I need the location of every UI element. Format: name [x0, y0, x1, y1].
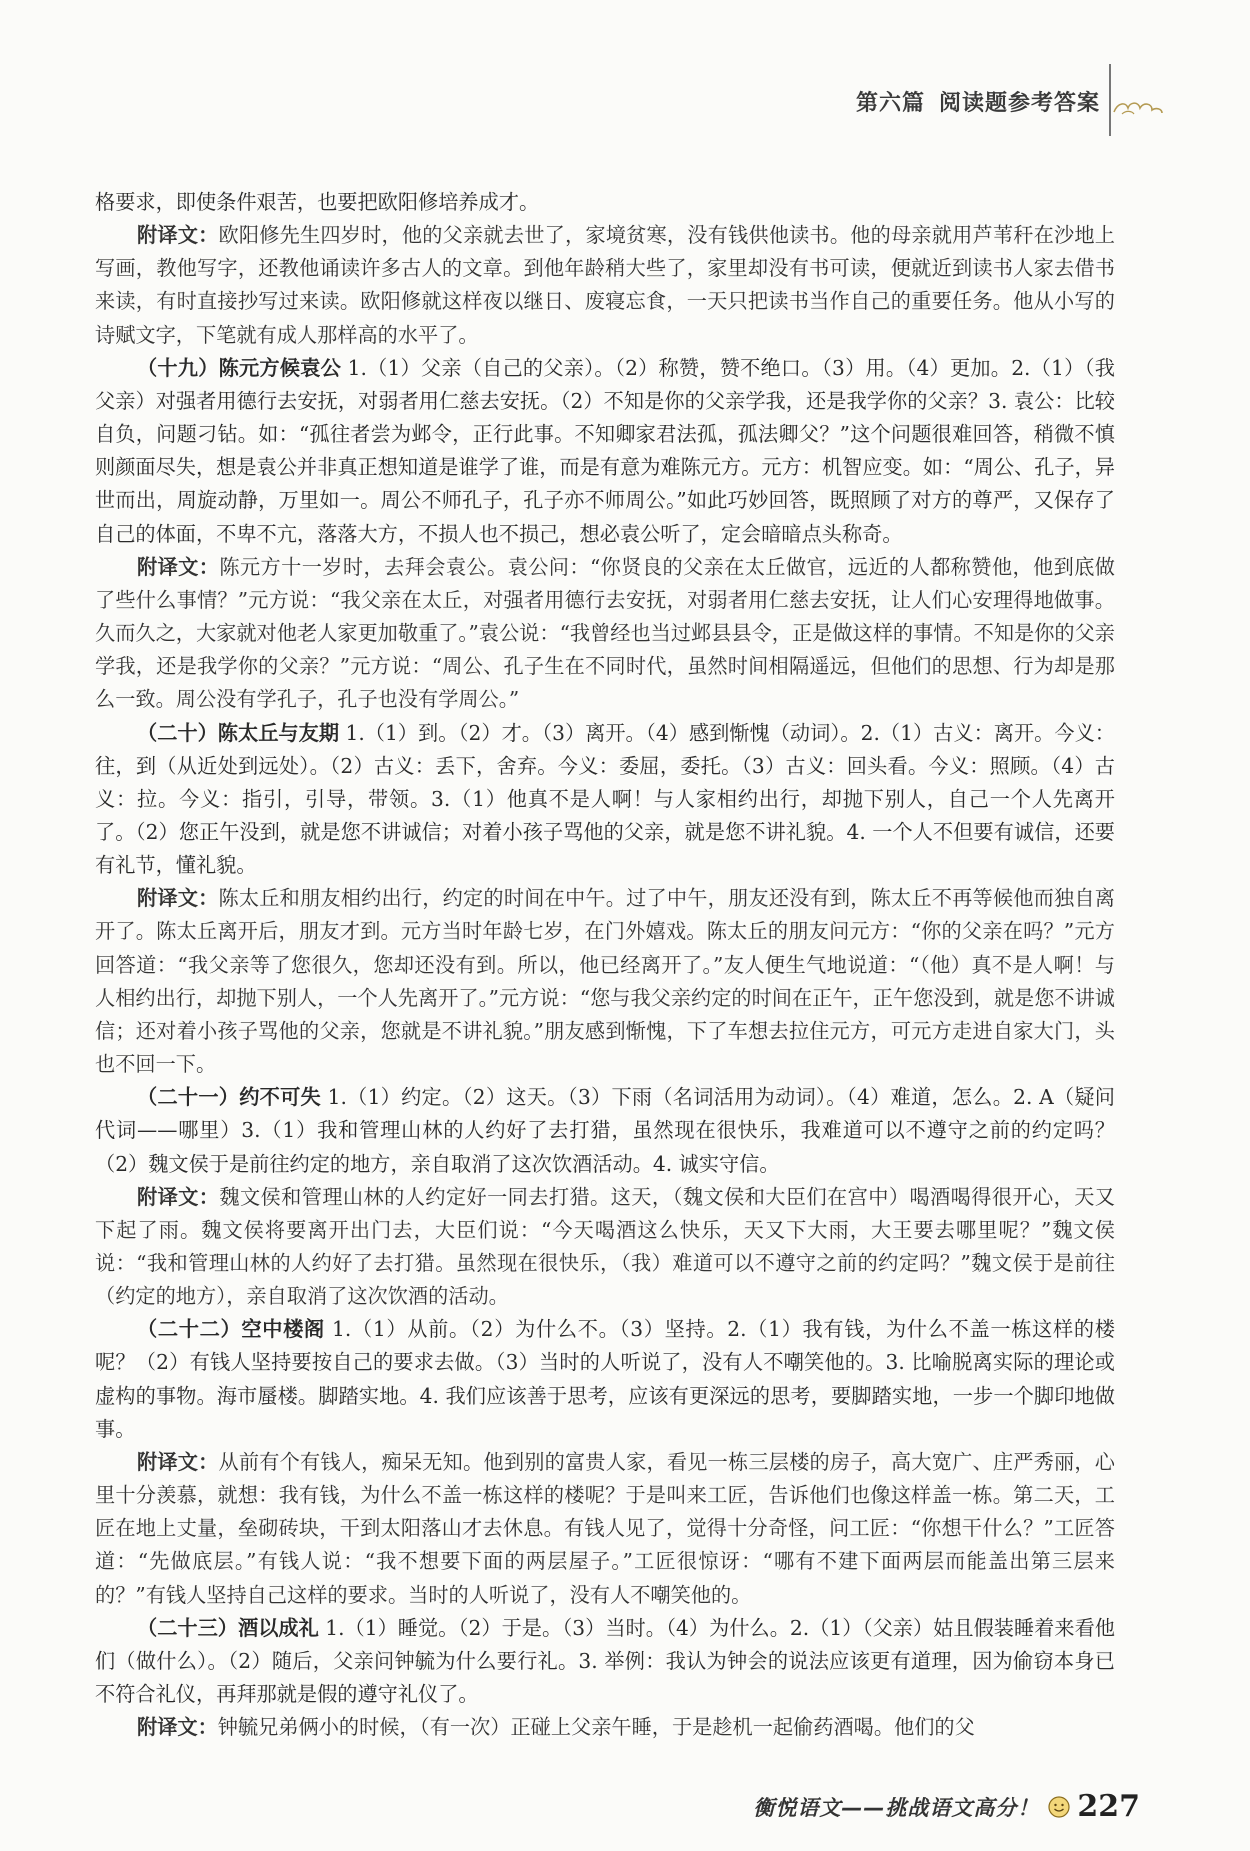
answer-paragraph: （二十三）酒以成礼 1.（1）睡觉。（2）于是。（3）当时。（4）为什么。2.（1）（父亲）姑且假装睡着来看他们（做什么）。（2）随后，父亲问钟毓为什么要行礼。3. 举例：我认为钟会的说法应该更有道理，因为偷窃本身已不符合礼仪，再拜那就是假的遵守礼仪了。	[95, 1615, 1115, 1707]
translation-label: 附译文：	[137, 1715, 218, 1740]
smiley-icon	[1047, 1795, 1071, 1819]
answer-paragraph: （二十一）约不可失 1.（1）约定。（2）这天。（3）下雨（名词活用为动词）。（4）难道，怎么。2. A（疑问代词——哪里）3.（1）我和管理山林的人约好了去打猎，虽然现在很快乐，我难道可以不遵守之前的约定吗？（2）魏文侯于是前往约定的地方，亲自取消了这次饮酒活动。4. 诚实守信。	[95, 1085, 1115, 1176]
page-number: 227	[1077, 1789, 1140, 1824]
translation-label: 附译文：	[137, 1449, 219, 1474]
answer-paragraph: （二十二）空中楼阁 1.（1）从前。（2）为什么不。（3）坚持。2.（1）我有钱，为什么不盖一栋这样的楼呢？（2）有钱人坚持要按自己的要求去做。（3）当时的人听说了，没有人不嘲笑他的。3. 比喻脱离实际的理论或虚构的事物。海市蜃楼。脚踏实地。4. 我们应该善于思考，应该有更深远的思考，要脚踏实地，一步一个脚印地做事。	[95, 1317, 1115, 1441]
section-title: （二十）陈太丘与友期	[137, 720, 340, 745]
footer-slogan: 衡悦语文——挑战语文高分！	[753, 1795, 1040, 1820]
section-title: （十九）陈元方候袁公	[137, 355, 341, 380]
cloud-ornament-icon	[1112, 98, 1164, 118]
header-rule	[1109, 64, 1111, 136]
chapter-label: 第六篇	[855, 91, 925, 116]
paragraph-continuation: 格要求，即使条件艰苦，也要把欧阳修培养成才。	[95, 190, 540, 214]
section-title: （二十二）空中楼阁	[137, 1317, 325, 1342]
translation-label: 附译文：	[137, 554, 220, 579]
section-title: （二十一）约不可失	[137, 1085, 321, 1110]
translation-paragraph: 附译文：欧阳修先生四岁时，他的父亲就去世了，家境贫寒，没有钱供他读书。他的母亲就用芦苇秆在沙地上写画，教他写字，还教他诵读许多古人的文章。到他年龄稍大些了，家里却没有书可读，便就近到读书人家去借书来读，有时直接抄写过来读。欧阳修就这样夜以继日、废寝忘食，一天只把读书当作自己的重要任务。他从小写的诗赋文字，下笔就有成人那样高的水平了。	[95, 223, 1115, 347]
page-footer	[753, 1789, 1140, 1824]
translation-paragraph: 附译文：陈元方十一岁时，去拜会袁公。袁公问：“你贤良的父亲在太丘做官，远近的人都称赞他，他到底做了些什么事情？”元方说：“我父亲在太丘，对强者用德行去安抚，对弱者用仁慈去安抚，让人们心安理得地做事。久而久之，大家就对他老人家更加敬重了。”袁公说：“我曾经也当过邺县县令，正是做这样的事情。不知是你的父亲学我，还是我学你的父亲？”元方说：“周公、孔子生在不同时代，虽然时间相隔遥远，但他们的思想、行为却是那么一致。周公没有学孔子，孔子也没有学周公。”	[95, 554, 1115, 712]
translation-paragraph: 附译文：陈太丘和朋友相约出行，约定的时间在中午。过了中午，朋友还没有到，陈太丘不再等候他而独自离开了。陈太丘离开后，朋友才到。元方当时年龄七岁，在门外嬉戏。陈太丘的朋友问元方：“你的父亲在吗？”元方回答道：“我父亲等了您很久，您却还没有到。所以，他已经离开了。”友人便生气地说道：“（他）真不是人啊！与人相约出行，却抛下别人，一个人先离开了。”元方说：“您与我父亲约定的时间在正午，正午您没到，就是您不讲诚信；还对着小孩子骂他的父亲，您就是不讲礼貌。”朋友感到惭愧，下了车想去拉住元方，可元方走进自家大门，头也不回一下。	[95, 886, 1115, 1077]
translation-label: 附译文：	[137, 223, 219, 248]
translation-label: 附译文：	[137, 886, 219, 911]
translation-paragraph: 附译文：钟毓兄弟俩小的时候，（有一次）正碰上父亲午睡，于是趁机一起偷药酒喝。他们的父	[137, 1715, 975, 1740]
translation-paragraph: 附译文：从前有个有钱人，痴呆无知。他到别的富贵人家，看见一栋三层楼的房子，高大宽广、庄严秀丽，心里十分羡慕，就想：我有钱，为什么不盖一栋这样的楼呢？于是叫来工匠，告诉他们也像这样盖一栋。第二天，工匠在地上丈量，垒砌砖块，干到太阳落山才去休息。有钱人见了，觉得十分奇怪，问工匠：“你想干什么？”工匠答道：“先做底层。”有钱人说：“我不想要下面的两层屋子。”工匠很惊讶：“哪有不建下面两层而能盖出第三层来的？”有钱人坚持自己这样的要求。当时的人听说了，没有人不嘲笑他的。	[95, 1449, 1115, 1607]
translation-label: 附译文：	[137, 1184, 220, 1209]
header-title: 阅读题参考答案	[938, 91, 1100, 116]
answer-paragraph: （十九）陈元方候袁公 1.（1）父亲（自己的父亲）。（2）称赞，赞不绝口。（3）用。（4）更加。2.（1）（我父亲）对强者用德行去安抚，对弱者用仁慈去安抚。（2）不知是你的父亲学我，还是我学你的父亲？3. 袁公：比较自负，问题刁钻。如：“孤往者尝为邺令，正行此事。不知卿家君法孤，孤法卿父？”这个问题很难回答，稍微不慎则颜面尽失，想是袁公并非真正想知道是谁学了谁，而是有意为难陈元方。元方：机智应变。如：“周公、孔子，异世而出，周旋动静，万里如一。周公不师孔子，孔子亦不师周公。”如此巧妙回答，既照顾了对方的尊严，又保存了自己的体面，不卑不亢，落落大方，不损人也不损己，想必袁公听了，定会暗暗点头称奇。	[95, 355, 1115, 546]
running-header	[856, 86, 1100, 117]
answer-paragraph: （二十）陈太丘与友期 1.（1）到。（2）才。（3）离开。（4）感到惭愧（动词）。2.（1）古义：离开。今义：往，到（从近处到远处）。（2）古义：丢下，舍弃。今义：委屈，委托。（3）古义：回头看。今义：照顾。（4）古义：拉。今义：指引，引导，带领。3.（1）他真不是人啊！与人家相约出行，却抛下别人，自己一个人先离开了。（2）您正午没到，就是您不讲诚信；对着小孩子骂他的父亲，就是您不讲礼貌。4. 一个人不但要有诚信，还要有礼节，懂礼貌。	[95, 720, 1115, 878]
section-title: （二十三）酒以成礼	[137, 1615, 319, 1640]
answer-content	[95, 186, 1115, 1744]
translation-paragraph: 附译文：魏文侯和管理山林的人约定好一同去打猎。这天，（魏文侯和大臣们在宫中）喝酒喝得很开心，天又下起了雨。魏文侯将要离开出门去，大臣们说：“今天喝酒这么快乐，天又下大雨，大王要去哪里呢？”魏文侯说：“我和管理山林的人约好了去打猎。虽然现在很快乐，（我）难道可以不遵守之前的约定吗？”魏文侯于是前往（约定的地方），亲自取消了这次饮酒的活动。	[95, 1184, 1115, 1309]
